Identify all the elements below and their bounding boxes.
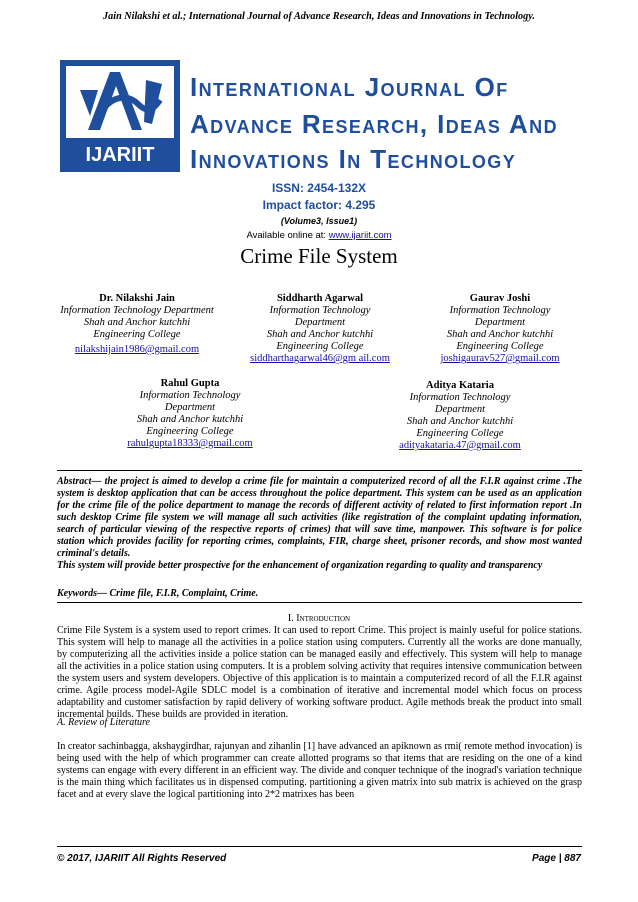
author-affiliation: Shah and Anchor kutchhi [83,317,191,328]
author-affiliation: Shah and Anchor kutchhi [406,416,514,427]
journal-title-line-1: International Journal Of [190,72,509,102]
author-name: Aditya Kataria [426,380,494,391]
author-email-link[interactable]: siddharthagarwal46@gm ail.com [250,353,390,364]
author-affiliation: Engineering College [93,329,181,340]
journal-logo [60,60,180,172]
author-affiliation: Shah and Anchor kutchhi [266,329,374,340]
author-block [120,378,260,450]
author-block [47,293,227,356]
author-affiliation: Department [474,317,526,328]
abstract-paragraph: This system will provide better prospective for the enhancement of organization regarding to quality and transparency [57,560,543,571]
footer-copyright: © 2017, IJARIIT All Rights Reserved [57,853,227,864]
review-text: In creator sachinbagga, akshaygirdhar, rajunyan and zihanlin [1] have advanced an apiknown as rmi( remote method invocation) is being used with the help of which programmer can create allotted programs so that items that are residing on the one of a kind systems can engage with every different in an efficient way. The divide and conquer technique of the inograd's variation technique is the main thing which facilitates us in dispensed computing. partitioning a given matrix into sub matrix is achieved on the grasp facet and at every slave the logical partitioning into 2*2 matrixes has been [57,741,582,800]
author-affiliation: Engineering College [276,341,364,352]
author-affiliation: Engineering College [416,428,504,439]
available-label: Available online at: [246,230,329,241]
author-block [385,380,535,452]
author-name: Gaurav Joshi [469,293,531,304]
author-block [420,293,580,365]
journal-title-line-3: Innovations In Technology [190,144,517,174]
author-affiliation: Department [164,402,216,413]
keywords: Keywords— Crime file, F.I.R, Complaint, Crime. [57,588,259,599]
volume-issue: (Volume3, Issue1) [280,216,358,226]
author-affiliation: Shah and Anchor kutchhi [136,414,244,425]
running-head: Jain Nilakshi et al.; International Journal of Advance Research, Ideas and Innovations in Technology. [103,11,535,22]
available-online [0,230,638,241]
subsection-heading: A. Review of Literature [57,717,150,728]
author-affiliation: Engineering College [456,341,544,352]
section-heading: I. Introduction [287,613,351,624]
author-affiliation: Department [294,317,346,328]
author-block [245,293,395,365]
author-email-link[interactable]: rahulgupta18333@gmail.com [127,438,253,449]
author-affiliation: Information Technology [409,392,511,403]
author-affiliation: Information Technology [269,305,371,316]
author-email-link[interactable]: nilakshijain1986@gmail.com [74,344,200,355]
journal-title-line-2: Advance Research, Ideas And [190,109,558,139]
author-name: Rahul Gupta [160,378,220,389]
abstract-paragraph: Abstract— the project is aimed to develop a crime file for maintain a computerized record of all the F.I.R against crime .The system is desktop application that can be access throughout the police department. This system can be used as an application for the crime file of the police department to manage the records of different activity of related to first information report .In such desktop Crime file system we will manage all such activities (like registration of the complaint updating information, search of particular viewing of the respective reports of crimes) that will save time, manpower. This software is for police station which provides facility for reporting crimes, complaints, FIR, charge sheet, prisoner records, and show most wanted criminal's details. [57,476,582,559]
divider [57,470,582,471]
footer-page-number: Page | 887 [532,853,581,864]
paper-title: Crime File System [240,244,398,268]
author-name: Dr. Nilakshi Jain [99,293,175,304]
journal-website-link[interactable]: www.ijariit.com [328,230,392,241]
abstract [57,476,582,572]
author-affiliation: Department [434,404,486,415]
introduction-text: Crime File System is a system used to report crimes. It can used to report Crime. This project is mainly useful for police stations. This system will help to manage all the activities in a police station using computers. Currently all the works are done manually, by computerizing all the activities inside a police station can be managed easily and effectively. This system will help to manage all the activities in a police station using computers. It is a problem solving activity that requires intensive communication between the system users and system developers. Objective of this application is to maintain a computerized record of all the F.I.R against crime. Agile process model-Agile SDLC model is a combination of iterative and incremental model which focus on process adaptability and customer satisfaction by rapid delivery of working software product. Agile methods break the product into small incremental builds. These builds are provided in iteration. [57,625,582,720]
author-affiliation: Shah and Anchor kutchhi [446,329,554,340]
author-name: Siddharth Agarwal [276,293,364,304]
impact-factor: Impact factor: 4.295 [262,198,376,212]
footer-divider [57,846,582,847]
author-affiliation: Information Technology Department [60,305,214,316]
author-affiliation: Information Technology [139,390,241,401]
author-affiliation: Engineering College [146,426,234,437]
author-affiliation: Information Technology [449,305,551,316]
divider [57,602,582,603]
issn: ISSN: 2454-132X [271,181,367,195]
author-email-link[interactable]: joshigaurav527@gmail.com [440,353,560,364]
logo-text: IJARIIT [85,144,155,166]
author-email-link[interactable]: adityakataria.47@gmail.com [399,440,521,451]
